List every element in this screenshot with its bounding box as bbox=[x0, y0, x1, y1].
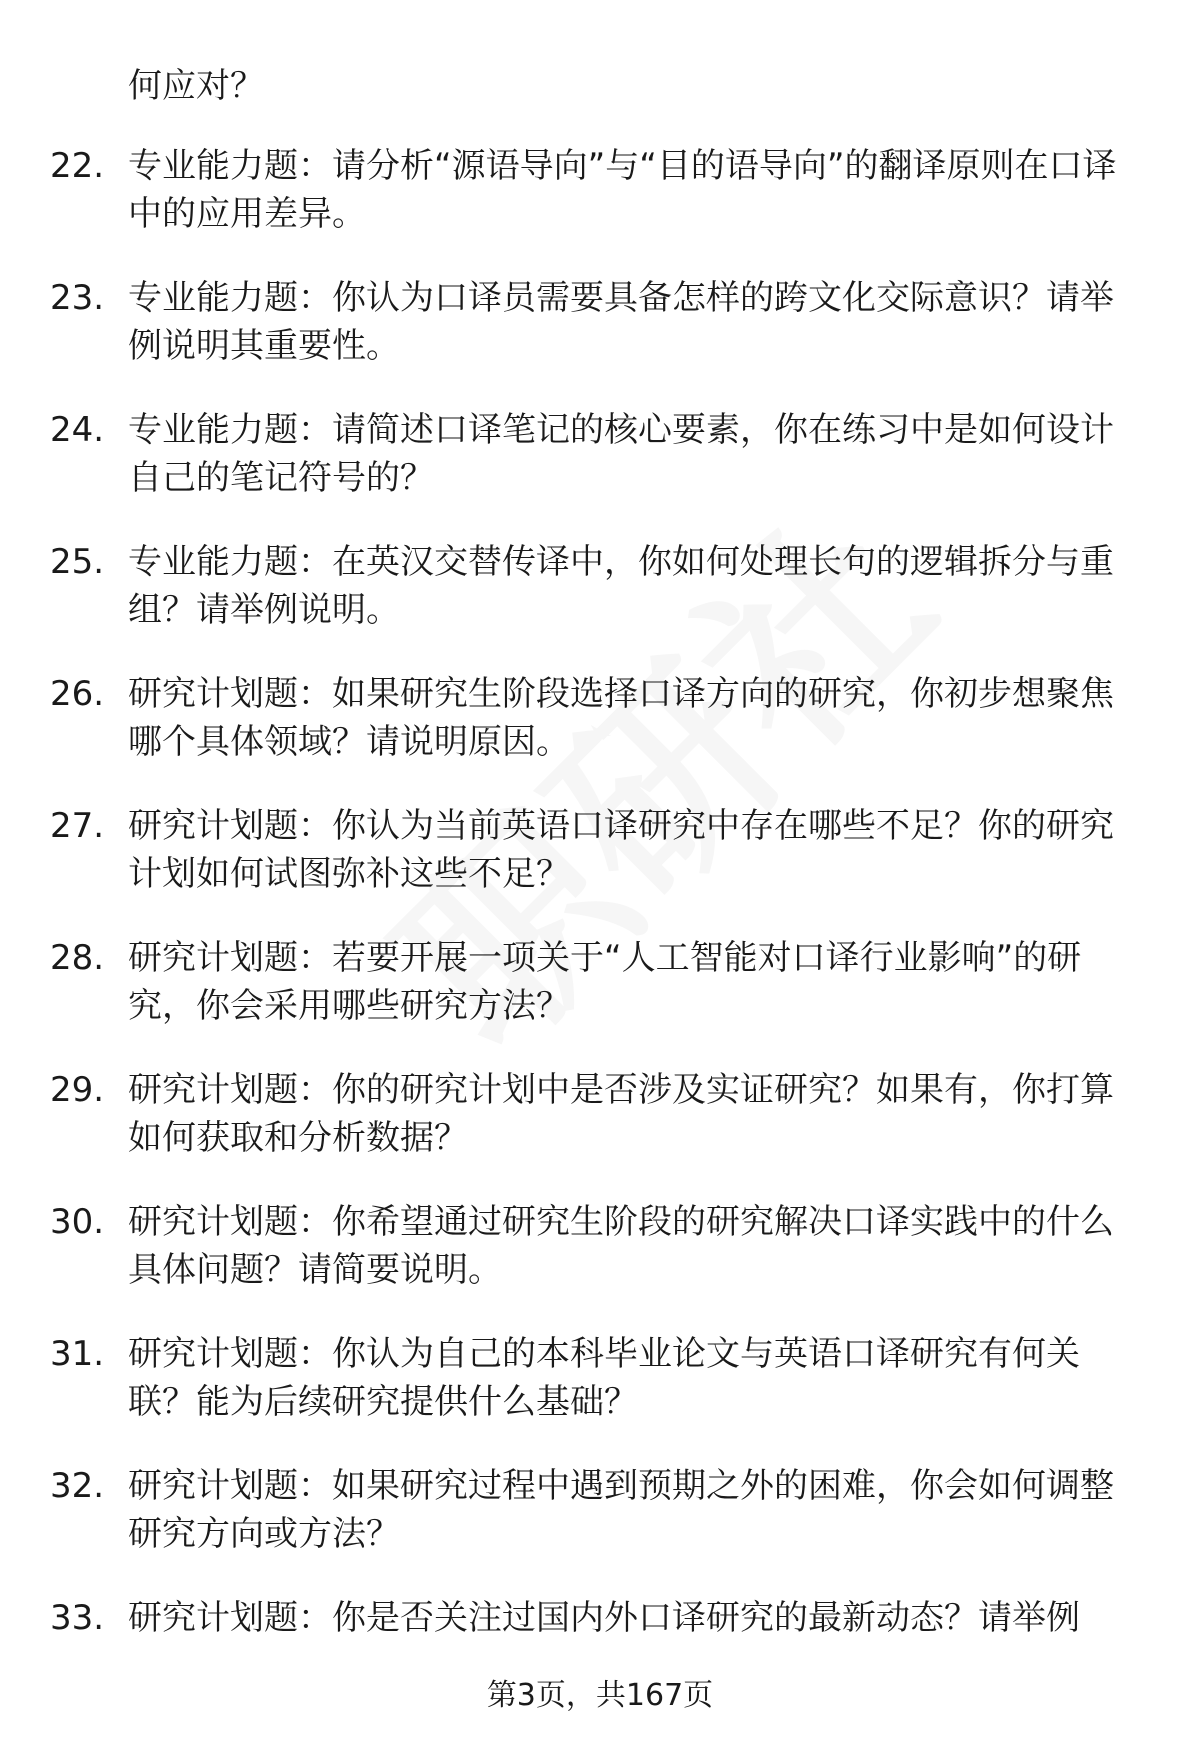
question-item bbox=[0, 1066, 1200, 1198]
question-item bbox=[0, 538, 1200, 670]
question-number: 29. bbox=[50, 1070, 105, 1110]
question-number: 27. bbox=[50, 806, 105, 846]
question-text: 研究计划题：你希望通过研究生阶段的研究解决口译实践中的什么具体问题？请简要说明。 bbox=[128, 1202, 1114, 1290]
question-number: 30. bbox=[50, 1202, 105, 1242]
question-number: 22. bbox=[50, 146, 105, 186]
question-number: 33. bbox=[50, 1598, 105, 1638]
question-number: 24. bbox=[50, 410, 105, 450]
question-number: 28. bbox=[50, 938, 105, 978]
question-text: 研究计划题：你是否关注过国内外口译研究的最新动态？请举例 bbox=[128, 1598, 1080, 1638]
question-item bbox=[0, 1330, 1200, 1462]
question-item bbox=[0, 670, 1200, 802]
question-item bbox=[0, 406, 1200, 538]
page-footer: 第3页，共167页 bbox=[486, 1678, 714, 1713]
question-item bbox=[0, 274, 1200, 406]
question-number: 26. bbox=[50, 674, 105, 714]
question-number: 31. bbox=[50, 1334, 105, 1374]
question-text: 专业能力题：请简述口译笔记的核心要素，你在练习中是如何设计自己的笔记符号的？ bbox=[128, 410, 1114, 498]
question-item bbox=[0, 802, 1200, 934]
question-text: 研究计划题：你的研究计划中是否涉及实证研究？如果有，你打算如何获取和分析数据？ bbox=[128, 1070, 1114, 1158]
question-text: 研究计划题：若要开展一项关于“人工智能对口译行业影响”的研究，你会采用哪些研究方法？ bbox=[128, 938, 1082, 1026]
question-text: 专业能力题：请分析“源语导向”与“目的语导向”的翻译原则在口译中的应用差异。 bbox=[128, 146, 1117, 234]
question-text: 专业能力题：在英汉交替传译中，你如何处理长句的逻辑拆分与重组？请举例说明。 bbox=[128, 542, 1114, 630]
question-item bbox=[0, 142, 1200, 274]
question-item bbox=[0, 1462, 1200, 1594]
question-text: 研究计划题：你认为当前英语口译研究中存在哪些不足？你的研究计划如何试图弥补这些不足？ bbox=[128, 806, 1114, 894]
question-number: 32. bbox=[50, 1466, 105, 1506]
question-number: 25. bbox=[50, 542, 105, 582]
question-item bbox=[0, 1198, 1200, 1330]
question-list bbox=[0, 142, 1200, 1726]
question-21-continuation: 何应对？ bbox=[128, 66, 264, 106]
question-text: 研究计划题：如果研究过程中遇到预期之外的困难，你会如何调整研究方向或方法？ bbox=[128, 1466, 1114, 1554]
question-item bbox=[0, 934, 1200, 1066]
question-text: 专业能力题：你认为口译员需要具备怎样的跨文化交际意识？请举例说明其重要性。 bbox=[128, 278, 1114, 366]
question-text: 研究计划题：如果研究生阶段选择口译方向的研究，你初步想聚焦哪个具体领域？请说明原因。 bbox=[128, 674, 1114, 762]
question-text: 研究计划题：你认为自己的本科毕业论文与英语口译研究有何关联？能为后续研究提供什么基础？ bbox=[128, 1334, 1080, 1422]
question-number: 23. bbox=[50, 278, 105, 318]
